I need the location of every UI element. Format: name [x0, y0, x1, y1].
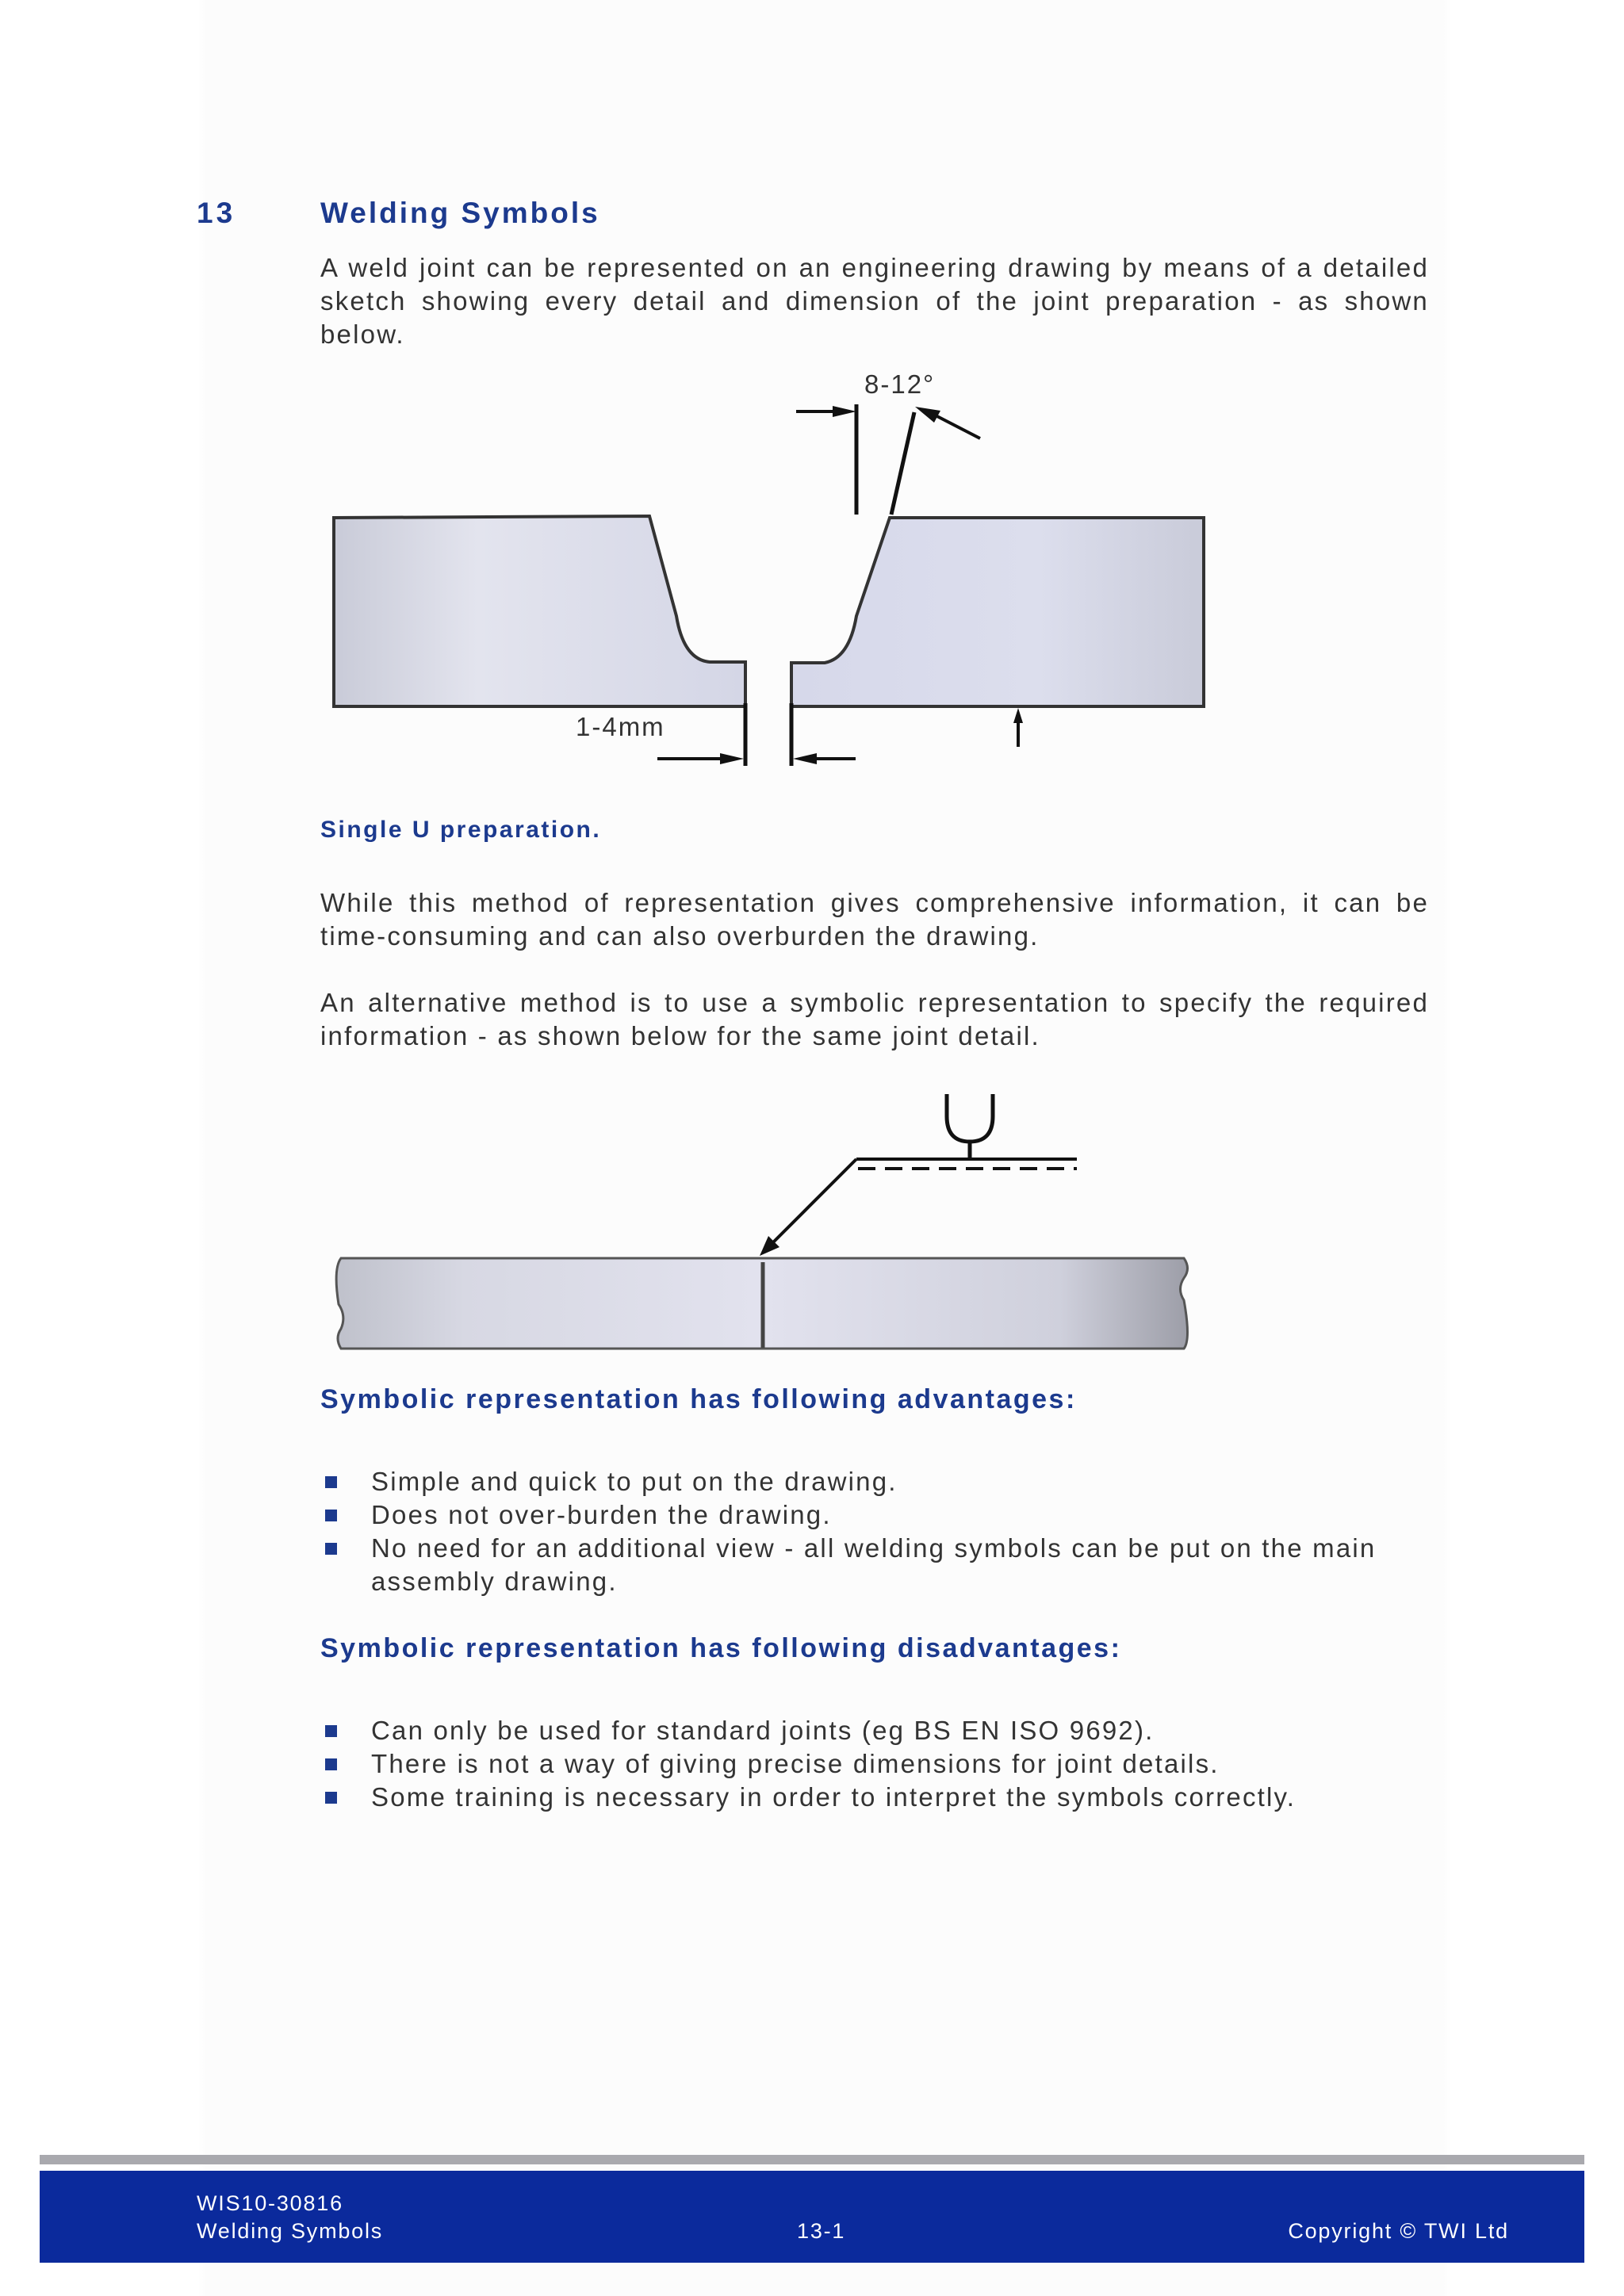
section-title: Welding Symbols [320, 197, 600, 229]
footer-doc-title: Welding Symbols [197, 2219, 384, 2243]
list-item: Simple and quick to put on the drawing. [320, 1465, 1431, 1498]
bullet-square-icon [325, 1476, 337, 1488]
section-number: 13 [197, 197, 236, 229]
disadvantages-list [320, 1714, 1431, 1814]
left-plate [334, 516, 745, 706]
u-weld-symbol-icon [947, 1094, 993, 1159]
bullet-square-icon [325, 1792, 337, 1804]
advantages-heading: Symbolic representation has following advantages: [320, 1384, 1077, 1414]
bullet-square-icon [325, 1725, 337, 1737]
footer-rule [40, 2155, 1584, 2164]
list-item: No need for an additional view - all welding symbols can be put on the main assembly drawing. [320, 1532, 1431, 1598]
gap-dimension [657, 703, 1023, 766]
footer-page-number: 13-1 [797, 2219, 846, 2243]
symbolic-representation-figure [0, 1078, 1624, 1364]
angle-label: 8-12° [864, 369, 936, 399]
bullet-square-icon [325, 1758, 337, 1770]
page-footer [40, 2171, 1584, 2263]
right-plate [791, 518, 1204, 706]
bullet-square-icon [325, 1510, 337, 1521]
list-item: Some training is necessary in order to interpret the symbols correctly. [320, 1781, 1431, 1814]
footer-doc-code: WIS10-30816 [197, 2191, 343, 2215]
paragraph-alternative: An alternative method is to use a symbolic representation to specify the required information - as shown below for the same joint detail. [320, 988, 1429, 1050]
single-u-preparation-figure [0, 0, 1624, 793]
bullet-square-icon [325, 1543, 337, 1555]
angle-dimension [796, 404, 980, 515]
figure-caption: Single U preparation. [320, 817, 602, 843]
footer-copyright: Copyright © TWI Ltd [1288, 2219, 1509, 2243]
gap-label: 1-4mm [576, 712, 665, 741]
intro-paragraph: A weld joint can be represented on an engineering drawing by means of a detailed sketch showing every detail and dimension of the joint preparation - as shown below. [320, 253, 1429, 349]
list-item: There is not a way of giving precise dimensions for joint details. [320, 1747, 1431, 1781]
disadvantages-heading: Symbolic representation has following disadvantages: [320, 1633, 1122, 1663]
list-item: Can only be used for standard joints (eg BS EN ISO 9692). [320, 1714, 1431, 1747]
arrow-line [760, 1159, 856, 1256]
advantages-list [320, 1465, 1431, 1598]
paragraph-comprehensive: While this method of representation gives comprehensive information, it can be time-consuming and can also overburden the drawing. [320, 888, 1429, 951]
list-item: Does not over-burden the drawing. [320, 1498, 1431, 1532]
